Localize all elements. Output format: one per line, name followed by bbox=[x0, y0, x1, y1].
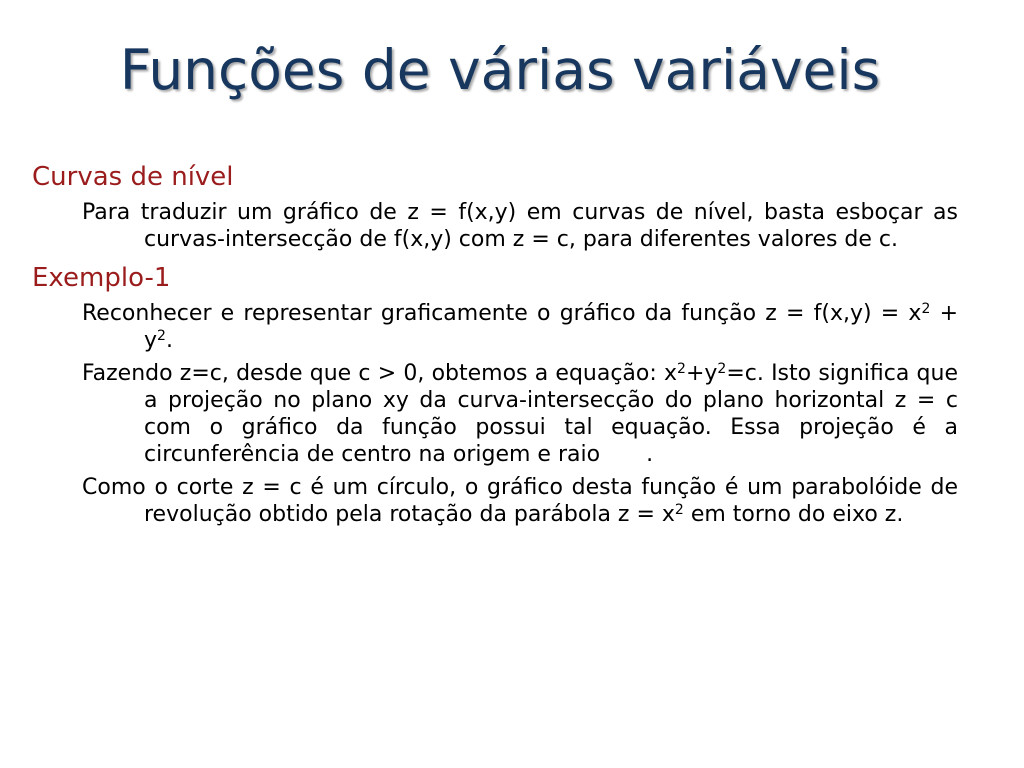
section-heading-curvas: Curvas de nível bbox=[32, 162, 234, 192]
superscript-2: 2 bbox=[157, 328, 166, 344]
paragraph-reconhecer bbox=[82, 300, 958, 354]
slide-title: Funções de várias variáveis bbox=[119, 38, 881, 102]
paragraph-reconhecer-text: Reconhecer e representar graficamente o gráfico da função z = f(x,y) = x bbox=[82, 301, 922, 326]
paragraph-fazendo-tail: . bbox=[646, 442, 654, 467]
paragraph-como-text: Como o corte z = c é um círculo, o gráfico desta função é um parabolóide de revolução obtido pela rotação da parábola z = x bbox=[82, 475, 958, 527]
superscript-2: 2 bbox=[717, 361, 727, 377]
superscript-2: 2 bbox=[674, 502, 684, 518]
paragraph-fazendo bbox=[82, 360, 958, 468]
paragraph-fazendo-mid: +y bbox=[685, 361, 718, 386]
paragraph-curvas: Para traduzir um gráfico de z = f(x,y) em curvas de nível, basta esboçar as curvas-intersecção de f(x,y) com z = c, para diferentes valores de c. bbox=[82, 200, 958, 252]
paragraph-fazendo-text: Fazendo z=c, desde que c > 0, obtemos a equação: x bbox=[82, 361, 678, 386]
paragraph-como bbox=[82, 474, 958, 528]
superscript-2: 2 bbox=[677, 361, 686, 377]
paragraph-como-end: em torno do eixo z. bbox=[683, 502, 904, 527]
superscript-2: 2 bbox=[921, 301, 931, 317]
paragraph-reconhecer-end: . bbox=[165, 328, 173, 353]
paragraph-reconhecer-mid: + y bbox=[144, 301, 959, 353]
paragraph-fazendo-end: =c. Isto significa que a projeção no plano xy da curva-intersecção do plano horizontal z = c com o gráfico da função possui tal equação. Essa projeção é a circunferência de centro na origem e raio bbox=[144, 361, 959, 467]
section-heading-exemplo: Exemplo-1 bbox=[32, 263, 171, 293]
slide-content bbox=[32, 158, 958, 534]
